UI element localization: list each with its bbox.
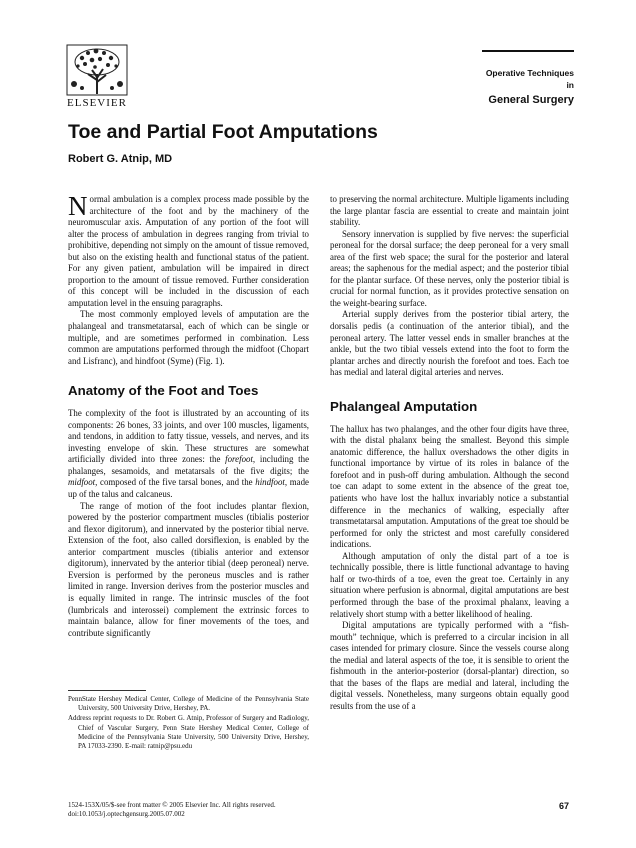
anatomy-text-d: , made up of the talus and calcaneus. (68, 477, 309, 500)
issn-line: 1524-153X/05/$-see front matter © 2005 Elsevier Inc. All rights reserved. (68, 801, 276, 809)
journal-name-line1: Operative Techniques in (485, 68, 574, 90)
anatomy-text-b: , including the phalanges, sesamoids, and metatarsals of the five digits; the (68, 454, 310, 476)
anatomy-paragraph-1 (68, 408, 309, 500)
anatomy-paragraph-3: Sensory innervation is supplied by five nerves: the superficial peroneal for the dorsal surface; the deep peroneal for a very small area of the first web space; the sural for the posterior and lateral areas; the saphenous for the medial aspect; and the posterior tibial for the plantar surface. Of these nerves, only the posterior tibial is crucial for normal function, as it provides protective sensation on the weight-bearing surface. (330, 228, 569, 308)
page-number: 67 (558, 801, 569, 811)
elsevier-logo (66, 44, 128, 110)
phalangeal-paragraph-2: Although amputation of only the distal part of a toe is technically possible, there is little functional advantage to having half or two-thirds of a toe, even the great toe. Certainly in any situation where perfusion is abnormal, digital amputations are best performed through the base of the proximal phalanx, leaving a relatively short stump with a better likelihood of healing. (330, 550, 569, 619)
term-hindfoot: hindfoot (255, 477, 285, 488)
footnote-rule (68, 690, 146, 691)
journal-name-line2: General Surgery (488, 94, 574, 106)
phalangeal-paragraph-3: Digital amputations are typically performed with a “fish-mouth” technique, which is preferred to a circular incision in all cases intended for primary closure. Since the vessels course along the medial and lateral aspects of the toe, it is sensible to orient the fishmouth in the anterior-posterior (dorsal-plantar) direction, so that the bases of the flaps are medial and lateral, including the digital vessels. Nonetheless, many surgeons obtain equally good results from the use of a (330, 620, 569, 711)
term-midfoot: midfoot (68, 477, 96, 488)
drop-cap: N (68, 191, 88, 221)
tree-logo-icon (66, 44, 128, 96)
right-column (330, 194, 569, 712)
intro-paragraph-2: The most commonly employed levels of amputation are the phalangeal and transmetatarsal, each of which can be single or multiple, and are sometimes performed in combination. Less common are amputations performed through the midfoot (Chopart and Lisfranc), and hindfoot (Syme) (Fig. 1). (68, 309, 309, 366)
footnote-reprint: Address reprint requests to Dr. Robert G. Atnip, Professor of Surgery and Radiology, Chief of Vascular Surgery, Penn State Hershey Medical Center, College of Medicine of the Pennsylvania State University, 500 University Drive, Hershey, PA 17033-2390. E-mail: ratnip@psu.edu (68, 714, 309, 751)
logo-wordmark: ELSEVIER (67, 97, 127, 109)
phalangeal-paragraph-1: The hallux has two phalanges, and the other four digits have three, with the distal phalanx being the smallest. Beyond this simple anatomic difference, the hallux overshadows the other digits in functional importance by virtue of its roles in balance of the forefoot and in push-off during ambulation. Although the second toe can adapt to some extent in the absence of the great toe, patients who have lost the hallux invariably notice a substantial difference in the mechanics of walking, especially after transmetatarsal amputation. Amputations of the great toe should be performed for only the strictest and most carefully considered indications. (330, 423, 569, 550)
section-heading-anatomy: Anatomy of the Foot and Toes (68, 383, 259, 399)
intro-text: ormal ambulation is a complex process made possible by the architecture of the foot and by the machinery of the neuromuscular axis. Amputation of any portion of the foot will alter the process of ambulation in degrees ranging from trivial to prohibitive, depending not simply on the amount of tissue removed, but also on the existing health and functional status of the patient. For any given patient, ambulation will be impaired in direct proportion to the amount of tissue removed. Further consideration of this concept will be included in the discussion of each amputation level in the ensuing paragraphs. (68, 194, 309, 308)
left-column (68, 191, 310, 639)
article-author: Robert G. Atnip, MD (68, 153, 173, 165)
footnote-affiliation: PennState Hershey Medical Center, College of Medicine of the Pennsylvania State University, 500 University Drive, Hershey, PA. (68, 695, 309, 713)
page-footer (68, 801, 368, 820)
anatomy-paragraph-2-continued: to preserving the normal architecture. Multiple ligaments including the large plantar fascia are essential to create and maintain joint stability. (330, 194, 569, 228)
term-forefoot: forefoot (225, 454, 253, 465)
anatomy-text-c: , composed of the five tarsal bones, and the (95, 477, 256, 488)
anatomy-paragraph-2: The range of motion of the foot includes plantar flexion, powered by the posterior compartment muscles (tibialis posterior and flexor digitorum), and innervated by the posterior tibial nerve. Extension of the foot, also called dorsiflexion, is enabled by the anterior compartment muscles (tibialis anterior and extensor digitorum), innervated by the anterior tibial (deep peroneal) nerve. Eversion is performed by the peroneus muscles and is rather limited in range. Inversion derives from the posterior muscles and is equally limited in range. The intrinsic muscles of the foot (lumbricals and interossei) complement the extrinsic forces to maintain balance, allow for finer movements of the toes, and contribute significantly (68, 500, 309, 638)
footnote (68, 695, 309, 752)
section-heading-phalangeal: Phalangeal Amputation (330, 398, 478, 414)
anatomy-text-a: The complexity of the foot is illustrated by an accounting of its components: 26 bones, 33 joints, and over 100 muscles, ligaments, and tendons, in addition to fatty tissue, vessels, and nerves, and its investing envelope of skin. These structures are somewhat artificially divided into three zones: the (68, 408, 309, 465)
intro-paragraph (68, 191, 309, 309)
article-title: Toe and Partial Foot Amputations (68, 121, 378, 143)
doi-line: doi:10.1053/j.optechgensurg.2005.07.002 (68, 810, 185, 819)
journal-name (482, 50, 574, 111)
anatomy-paragraph-4: Arterial supply derives from the posterior tibial artery, the dorsalis pedis (a continuation of the anterior tibial), and the peroneal artery. The latter vessel ends in smaller branches at the ankle, but the two tibial vessels extend into the foot to form the plantar arches and directly nourish the forefoot and toes. Each toe has medial and lateral digital arteries and nerves. (330, 309, 569, 378)
